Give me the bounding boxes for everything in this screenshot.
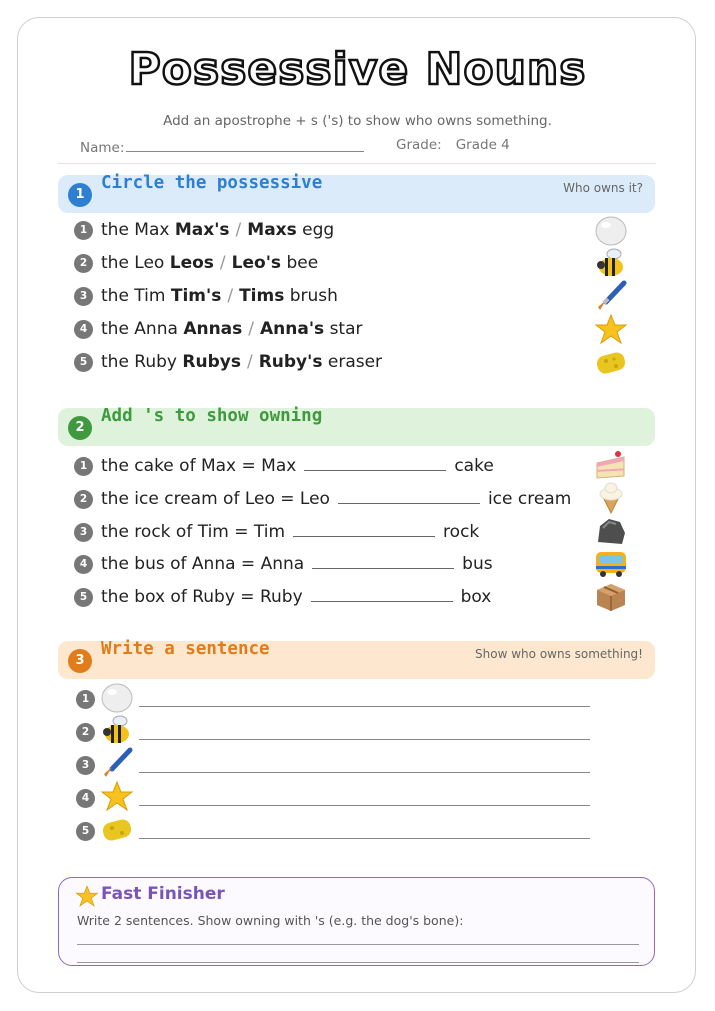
answer-blank[interactable] [304,454,446,471]
list-item [74,487,571,509]
list-item [74,552,493,574]
item-object: bee [286,253,319,273]
list-item: 4 the Anna Annas / Anna's star [74,319,363,339]
section-2-title: Add 's to show owning [101,406,323,426]
rock-icon [594,515,628,547]
star-icon [75,884,99,908]
item-number: 3 [76,756,95,775]
item-object: ice cream [487,489,572,509]
section-3-title: Write a sentence [101,639,270,659]
item-prefix: the Tim [101,286,166,306]
sentence-line[interactable] [139,805,590,806]
item-object: brush [289,286,338,306]
item-object: box [460,587,492,607]
section-1-hint: Who owns it? [563,181,643,195]
egg-icon [100,681,134,713]
choice-option[interactable]: Leo's [231,253,282,273]
grade-value: Grade 4 [455,137,510,153]
fast-finisher-title: Fast Finisher [101,884,225,904]
header-divider [58,163,656,164]
sentence-line[interactable] [77,962,639,963]
section-3-header [58,641,655,679]
choice-option[interactable]: Max's [174,220,230,240]
choice-option[interactable]: Ruby's [258,352,323,372]
bus-icon [594,547,628,579]
bee-icon [594,247,628,279]
item-number: 5 [74,588,93,607]
item-object: star [329,319,363,339]
choice-option[interactable]: Leos [169,253,214,273]
answer-blank[interactable] [293,520,435,537]
list-item [74,520,479,542]
item-number: 4 [74,555,93,574]
item-number: 1 [74,221,93,240]
choice-option[interactable]: Rubys [182,352,241,372]
item-prompt: the ice cream of Leo = Leo [101,489,330,509]
choice-option[interactable]: Maxs [247,220,297,240]
list-item [74,585,491,607]
item-prompt: the cake of Max = Max [101,456,297,476]
list-item: 3 the Tim Tim's / Tims brush [74,286,338,306]
egg-icon [594,214,628,246]
sentence-line[interactable] [139,739,590,740]
item-object: cake [454,456,494,476]
list-item: 5 the Ruby Rubys / Ruby's eraser [74,352,382,372]
star-icon [100,780,134,812]
item-number: 4 [76,789,95,808]
answer-blank[interactable] [311,585,453,602]
brush-icon [100,747,134,779]
grade-field [396,137,510,153]
list-item [74,454,494,476]
sentence-line[interactable] [77,944,639,945]
brush-icon [594,280,628,312]
item-number: 1 [74,457,93,476]
choice-option[interactable]: Annas [183,319,243,339]
section-1-badge: 1 [68,183,92,207]
star-icon [594,313,628,345]
name-field[interactable] [80,137,364,156]
item-prompt: the rock of Tim = Tim [101,522,286,542]
ice-cream-icon [594,482,628,514]
item-prompt: the bus of Anna = Anna [101,554,305,574]
item-prefix: the Anna [101,319,178,339]
name-label: Name: [80,140,125,156]
item-number: 5 [76,822,95,841]
cake-icon [594,449,628,481]
list-item: 2 the Leo Leos / Leo's bee [74,253,318,273]
sentence-line[interactable] [139,706,590,707]
section-1-title: Circle the possessive [101,173,323,193]
box-icon [594,580,628,612]
grade-label: Grade: [396,137,442,153]
bee-icon [100,714,134,746]
sentence-line[interactable] [139,838,590,839]
item-prompt: the box of Ruby = Ruby [101,587,303,607]
item-object: egg [302,220,335,240]
list-item: 1 the Max Max's / Maxs egg [74,220,334,240]
choice-option[interactable]: Tim's [170,286,222,306]
item-prefix: the Ruby [101,352,177,372]
item-object: eraser [327,352,383,372]
item-number: 2 [74,254,93,273]
item-number: 4 [74,320,93,339]
answer-blank[interactable] [312,552,454,569]
item-prefix: the Max [101,220,170,240]
page-title: Possessive Nouns [128,44,587,95]
choice-option[interactable]: Anna's [260,319,325,339]
section-3-hint: Show who owns something! [475,647,643,661]
sponge-icon [594,346,628,378]
answer-blank[interactable] [338,487,480,504]
item-number: 2 [74,490,93,509]
name-line[interactable] [126,137,364,152]
item-number: 3 [74,523,93,542]
item-number: 5 [74,353,93,372]
section-2-badge: 2 [68,416,92,440]
item-number: 2 [76,723,95,742]
item-number: 1 [76,690,95,709]
page-subtitle: Add an apostrophe + s ('s) to show who owns something. [163,113,552,129]
fast-finisher-box [58,877,655,966]
item-number: 3 [74,287,93,306]
sentence-line[interactable] [139,772,590,773]
fast-finisher-instructions: Write 2 sentences. Show owning with 's (e.g. the dog's bone): [77,913,464,928]
sponge-icon [100,813,134,845]
choice-option[interactable]: Tims [239,286,285,306]
section-2-header [58,408,655,446]
section-3-badge: 3 [68,649,92,673]
item-object: bus [462,554,493,574]
item-prefix: the Leo [101,253,165,273]
item-object: rock [443,522,480,542]
section-1-header [58,175,655,213]
